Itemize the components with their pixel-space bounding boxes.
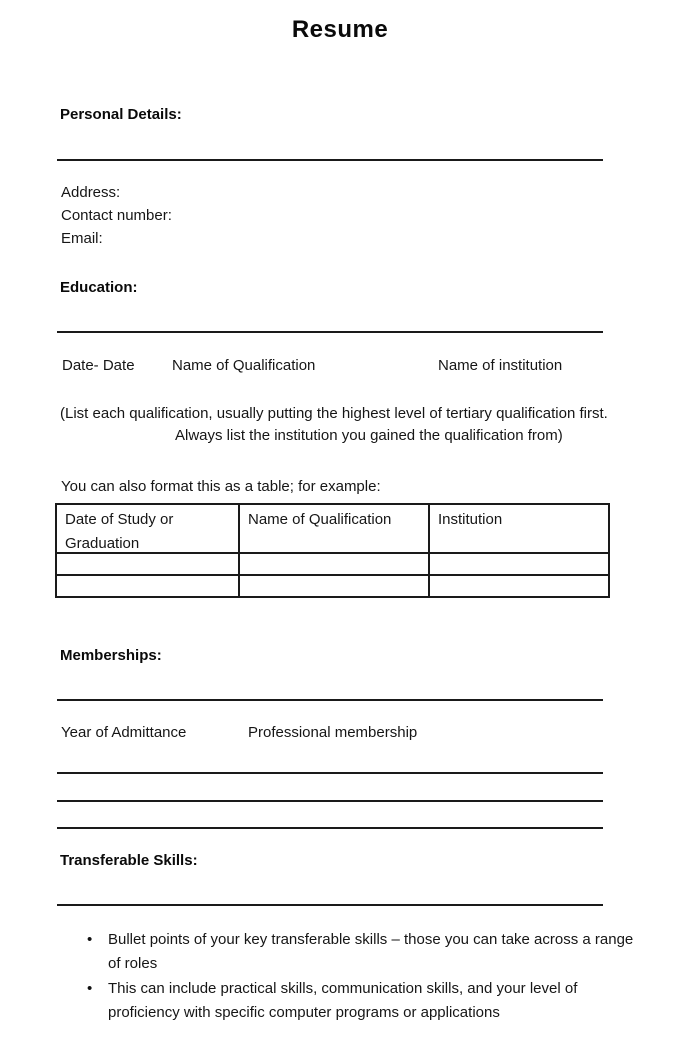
education-date-column-label: Date- Date: [62, 357, 135, 374]
education-heading: Education:: [60, 279, 138, 296]
skills-bullet-1-line-2: of roles: [108, 955, 158, 972]
personal-details-heading: Personal Details:: [60, 106, 182, 123]
divider-line: [57, 331, 603, 333]
education-note-line1: (List each qualification, usually putting the highest level of tertiary qualification first.: [60, 405, 608, 422]
table-cell-empty: [57, 574, 238, 596]
membership-entry-line: [57, 800, 603, 802]
year-of-admittance-label: Year of Admittance: [61, 724, 187, 741]
address-label: Address:: [61, 184, 121, 201]
skills-bullet-2-line-2: proficiency with specific computer programs or applications: [108, 1004, 500, 1021]
membership-entry-line: [57, 827, 603, 829]
professional-membership-label: Professional membership: [248, 724, 418, 741]
table-header-qualification: Name of Qualification: [248, 511, 392, 528]
skills-bullet-1-line-1: Bullet points of your key transferable skills – those you can take across a range: [108, 931, 634, 948]
divider-line: [57, 699, 603, 701]
bullet-icon: •: [87, 980, 93, 997]
table-intro-text: You can also format this as a table; for example:: [61, 478, 381, 495]
table-cell-empty: [240, 552, 428, 574]
education-qualification-column-label: Name of Qualification: [172, 357, 316, 374]
bullet-icon: •: [87, 931, 93, 948]
table-cell-empty: [240, 574, 428, 596]
table-cell-empty: [57, 552, 238, 574]
memberships-heading: Memberships:: [60, 647, 162, 664]
education-example-table: [55, 503, 610, 598]
transferable-skills-heading: Transferable Skills:: [60, 852, 198, 869]
contact-number-label: Contact number:: [61, 207, 172, 224]
table-header-date-of-study: Date of Study or Graduation: [65, 511, 174, 552]
skills-bullet-2-line-1: This can include practical skills, communication skills, and your level of: [108, 980, 578, 997]
table-header-institution: Institution: [438, 511, 503, 528]
document-title: Resume: [291, 16, 389, 43]
divider-line: [57, 904, 603, 906]
education-institution-column-label: Name of institution: [438, 357, 563, 374]
table-cell-empty: [430, 552, 608, 574]
table-cell-empty: [430, 574, 608, 596]
membership-entry-line: [57, 772, 603, 774]
education-note-line2: Always list the institution you gained the qualification from): [175, 427, 563, 444]
divider-line: [57, 159, 603, 161]
email-label: Email:: [61, 230, 103, 247]
